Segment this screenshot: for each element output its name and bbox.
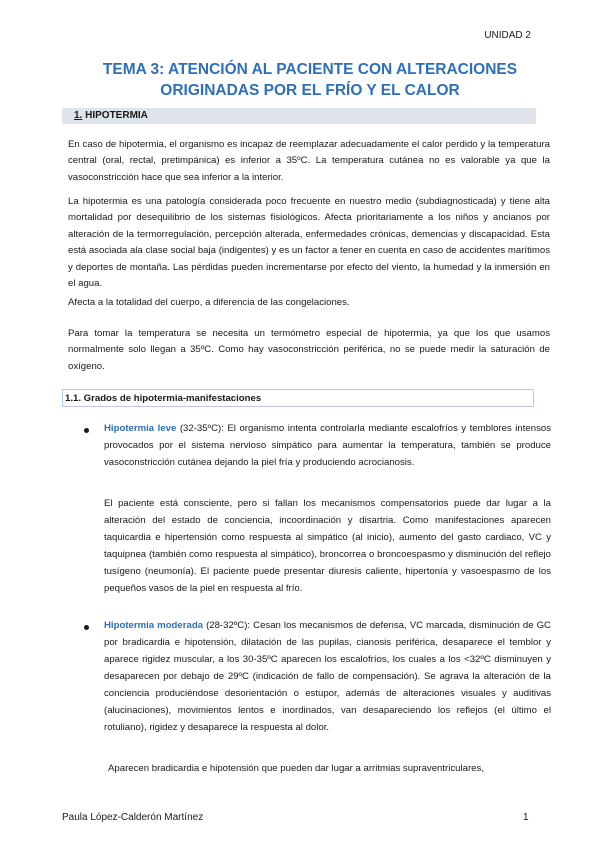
- page-number: 1: [523, 812, 529, 823]
- bullet-dot-leve: [84, 428, 89, 433]
- term-hipotermia-leve: Hipotermia leve: [104, 423, 177, 434]
- section-number: 1.: [74, 110, 83, 121]
- leve-text: (32-35ºC): El organismo intenta controlarla mediante escalofríos y temblores intensos provocados por el sistema nervioso simpático para aumentar la temperatura, también se produce vasoconstricción cutánea dejando la piel fría y produciendo acrocianosis.: [104, 423, 552, 468]
- unit-label: UNIDAD 2: [484, 30, 531, 41]
- page-title: [60, 59, 560, 101]
- title-line-2: ORIGINADAS POR EL FRÍO Y EL CALOR: [160, 82, 460, 99]
- section-heading-hipotermia: [62, 108, 536, 124]
- term-hipotermia-moderada: Hipotermia moderada: [104, 620, 204, 631]
- bullet-hipotermia-leve: [104, 420, 551, 471]
- moderada-extra-paragraph: Aparecen bradicardia e hipotensión que pueden dar lugar a arritmias supraventriculares,: [108, 763, 484, 774]
- bullet-hipotermia-moderada: [104, 617, 551, 736]
- subsection-heading-grados: [62, 389, 534, 407]
- moderada-text: (28-32ºC): Cesan los mecanismos de defensa, VC marcada, disminución de GC por bradicardia e hipotensión, dilatación de las pupilas, cianosis periférica, desaparece el temblor y aparece rigidez muscular, a los 30-35ºC aparecen los escalofríos, los cuales a los <32ºC disminuyen y desaparecen por debajo de 29ºC (indicación de fallo de compensación). Se agrava la alteración de la conciencia produciéndose desorientación o estupor, además de alteraciones visuales y auditivas (alucinaciones), movimientos lentos e inordinados, van desapareciendo los reflejos (el último el rotuliano), rigidez y desaparece la respuesta al dolor.: [104, 620, 551, 733]
- paragraph-4: Para tomar la temperatura se necesita un termómetro especial de hipotermia, ya que los que usamos normalmente solo llegan a 35ºC. Como hay vasoconstricción periférica, no se puede medir la saturación de oxígeno.: [68, 328, 550, 372]
- paragraph-2: La hipotermia es una patología considerada poco frecuente en nuestro medio (subdiagnosticada) y tiene alta mortalidad por desequilibrio de los sistemas fisiológicos. Afecta prioritariamente a los niños y ancianos por alteración de la termorregulación, percepción alterada, enfermedades crónicas, demencias y discapacidad. Esta está asociada ala clase social baja (indigentes) y es un factor a tener en cuenta en caso de accidentes marítimos y deportes de montaña. Las pérdidas pueden incrementarse por efecto del viento, la humedad y la inmersión en el agua.: [68, 196, 550, 290]
- paragraph-1: En caso de hipotermia, el organismo es incapaz de reemplazar adecuadamente el calor perdido y la temperatura central (oral, rectal, pretimpánica) es inferior a 35ºC. La temperatura cutánea no es valorable ya que la vasoconstricción hace que sea inferior a la interior.: [68, 139, 550, 183]
- subsection-label: 1.1. Grados de hipotermia-manifestaciones: [65, 393, 262, 404]
- bullet-dot-moderada: [84, 625, 89, 630]
- paragraph-3: Afecta a la totalidad del cuerpo, a diferencia de las congelaciones.: [68, 297, 350, 308]
- title-line-1: TEMA 3: ATENCIÓN AL PACIENTE CON ALTERACIONES: [102, 61, 518, 78]
- section-label: HIPOTERMIA: [85, 110, 148, 121]
- footer-author: Paula López-Calderón Martínez: [62, 812, 204, 823]
- leve-extra-paragraph: El paciente está consciente, pero si fallan los mecanismos compensatorios puede dar lugar a la alteración del estado de conciencia, incoordinación y disartria. Como manifestaciones aparecen taquicardia e hipertensión como respuesta al simpático (al inicio), aumento del gasto cardiaco, VC y taquipnea (también como respuesta al simpático), broncorrea o broncoespasmo y disminución del reflejo tusígeno (neumonía). El paciente puede presentar diuresis caliente, hipertonía y vasoespasmo de los pequeños vasos de la piel en respuesta al frío.: [104, 498, 551, 594]
